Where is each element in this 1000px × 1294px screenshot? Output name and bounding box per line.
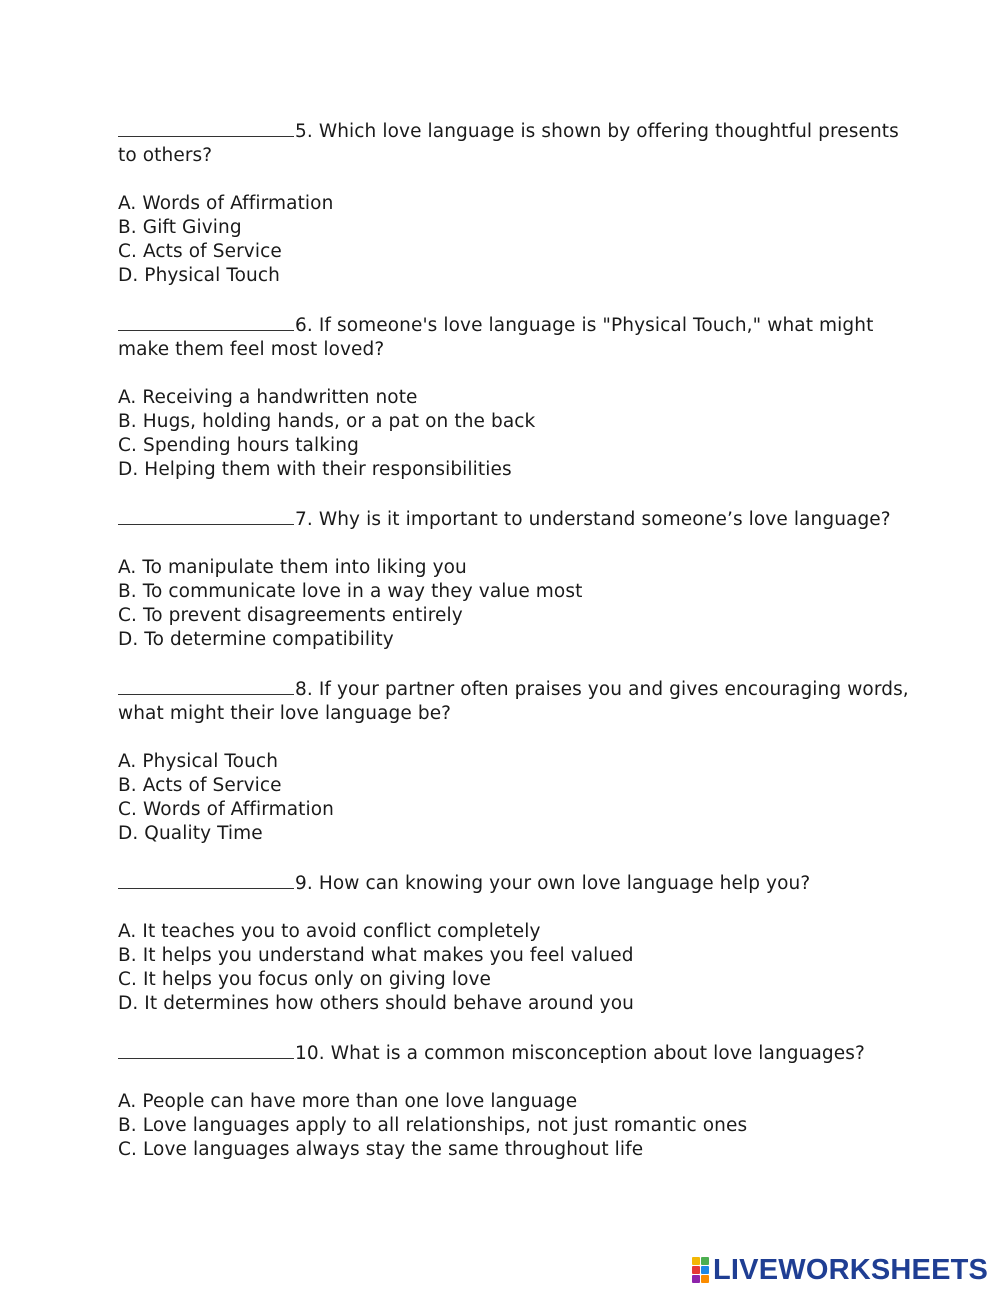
logo-tile <box>701 1257 709 1265</box>
question-6 <box>118 312 918 482</box>
option: B. It helps you understand what makes you feel valued <box>118 945 634 966</box>
option: B. Hugs, holding hands, or a pat on the back <box>118 411 536 432</box>
question-prompt: 7. Why is it important to understand someone’s love language? <box>295 509 891 530</box>
question-prompt: 8. If your partner often praises you and gives encouraging words, what might their love language be? <box>118 679 909 724</box>
option: D. To determine compatibility <box>118 629 394 650</box>
question-10 <box>118 1040 918 1162</box>
question-7 <box>118 506 918 652</box>
options-list <box>118 920 918 1016</box>
option: A. To manipulate them into liking you <box>118 557 467 578</box>
question-text <box>118 676 918 726</box>
option: B. Love languages apply to all relationships, not just romantic ones <box>118 1115 748 1136</box>
option: C. Words of Affirmation <box>118 799 334 820</box>
logo-tile <box>692 1266 700 1274</box>
logo-tile <box>701 1266 709 1274</box>
option: D. Helping them with their responsibilities <box>118 459 512 480</box>
question-prompt: 5. Which love language is shown by offering thoughtful presents to others? <box>118 121 899 166</box>
options-list <box>118 750 918 846</box>
option: A. Words of Affirmation <box>118 193 334 214</box>
option: C. To prevent disagreements entirely <box>118 605 463 626</box>
answer-blank[interactable] <box>118 118 294 137</box>
question-prompt: 10. What is a common misconception about love languages? <box>295 1043 865 1064</box>
logo-tile <box>692 1275 700 1283</box>
option: C. It helps you focus only on giving love <box>118 969 492 990</box>
options-list <box>118 386 918 482</box>
option: B. Gift Giving <box>118 217 242 238</box>
answer-blank[interactable] <box>118 676 294 695</box>
option: D. It determines how others should behave around you <box>118 993 634 1014</box>
answer-blank[interactable] <box>118 312 294 331</box>
option: C. Acts of Service <box>118 241 282 262</box>
question-prompt: 9. How can knowing your own love language help you? <box>295 873 811 894</box>
answer-blank[interactable] <box>118 506 294 525</box>
options-list <box>118 556 918 652</box>
option: C. Spending hours talking <box>118 435 359 456</box>
option: A. It teaches you to avoid conflict completely <box>118 921 541 942</box>
question-prompt: 6. If someone's love language is "Physical Touch," what might make them feel most loved? <box>118 315 874 360</box>
answer-blank[interactable] <box>118 870 294 889</box>
question-text <box>118 118 918 168</box>
option: B. To communicate love in a way they value most <box>118 581 583 602</box>
option: A. People can have more than one love language <box>118 1091 578 1112</box>
answer-blank[interactable] <box>118 1040 294 1059</box>
question-text <box>118 506 918 532</box>
logo-text: LIVEWORKSHEETS <box>713 1254 989 1286</box>
options-list <box>118 1090 918 1162</box>
question-9 <box>118 870 918 1016</box>
question-text <box>118 870 918 896</box>
question-8 <box>118 676 918 846</box>
logo-tile <box>701 1275 709 1283</box>
option: B. Acts of Service <box>118 775 282 796</box>
logo-mark-icon <box>692 1257 709 1283</box>
question-text <box>118 312 918 362</box>
logo-tile <box>692 1257 700 1265</box>
options-list <box>118 192 918 288</box>
option: A. Physical Touch <box>118 751 279 772</box>
option: D. Physical Touch <box>118 265 280 286</box>
option: D. Quality Time <box>118 823 263 844</box>
option: A. Receiving a handwritten note <box>118 387 418 408</box>
question-5 <box>118 118 918 288</box>
option: C. Love languages always stay the same throughout life <box>118 1139 644 1160</box>
worksheet-page <box>118 118 918 1186</box>
liveworksheets-logo <box>692 1255 988 1285</box>
question-text <box>118 1040 918 1066</box>
